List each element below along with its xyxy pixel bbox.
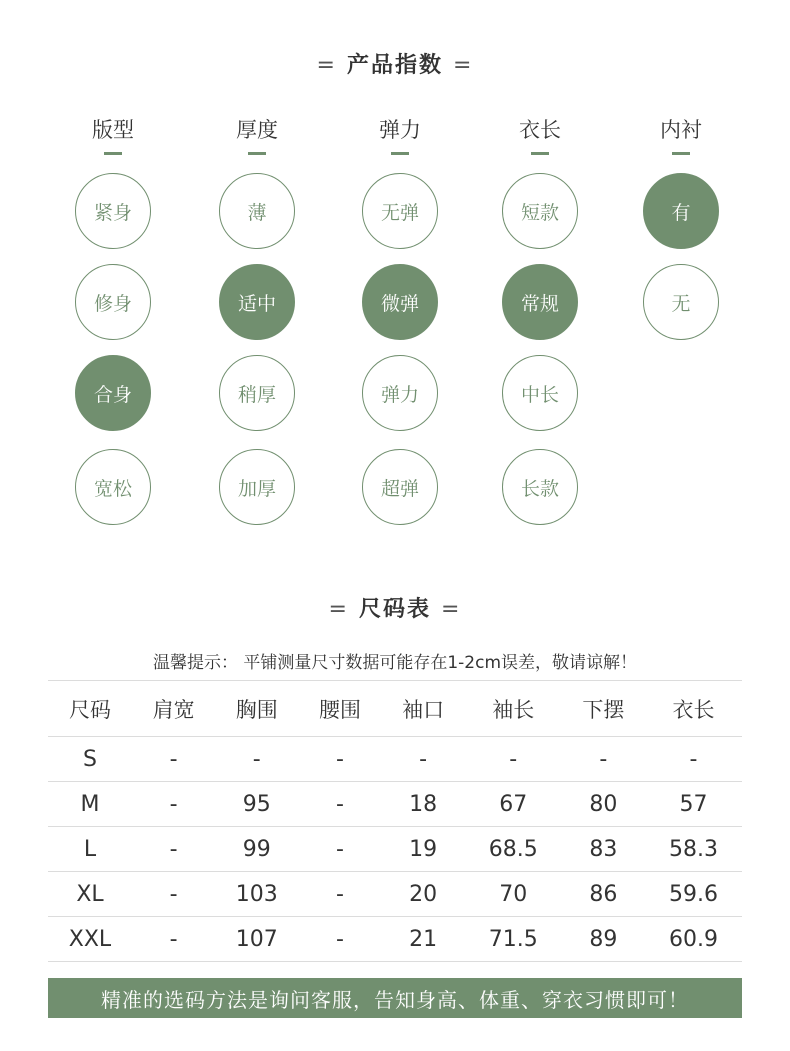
table-cell: 103 — [235, 881, 278, 907]
index-column-header — [197, 114, 317, 155]
table-header-cell: 胸围 — [235, 697, 278, 722]
index-option: 弹力 — [362, 355, 438, 431]
index-option: 长款 — [502, 449, 578, 525]
index-option: 短款 — [502, 173, 578, 249]
index-option-selected: 适中 — [219, 264, 295, 340]
table-cell: - — [169, 926, 178, 952]
title-deco-left: = — [316, 53, 337, 78]
index-column-label: 弹力 — [379, 118, 421, 142]
product-index-title-text: 产品指数 — [346, 53, 443, 78]
table-cell: 67 — [499, 791, 528, 817]
product-index-title — [0, 48, 790, 79]
table-cell: - — [509, 746, 518, 772]
header-underline — [248, 152, 266, 155]
table-cell: 18 — [409, 791, 438, 817]
table-cell: - — [335, 926, 344, 952]
table-cell: 70 — [499, 881, 528, 907]
table-cell: 83 — [589, 836, 618, 862]
table-row — [48, 827, 742, 872]
table-cell: - — [335, 836, 344, 862]
table-cell: - — [169, 836, 178, 862]
table-cell: - — [335, 791, 344, 817]
header-underline — [531, 152, 549, 155]
index-option: 宽松 — [75, 449, 151, 525]
index-column-header — [480, 114, 600, 155]
index-option: 紧身 — [75, 173, 151, 249]
table-cell: - — [419, 746, 428, 772]
index-column-label: 内衬 — [660, 118, 702, 142]
size-chart-title — [0, 592, 790, 623]
table-row — [48, 737, 742, 782]
index-option: 中长 — [502, 355, 578, 431]
size-table — [48, 680, 742, 962]
table-header-row — [48, 681, 742, 737]
size-chart-title-text: 尺码表 — [358, 597, 431, 622]
table-cell: 19 — [409, 836, 438, 862]
index-column-label: 衣长 — [519, 118, 561, 142]
table-cell: 99 — [242, 836, 271, 862]
size-title-deco-left: = — [328, 597, 349, 622]
index-column-header — [340, 114, 460, 155]
index-option: 修身 — [75, 264, 151, 340]
table-cell: - — [335, 881, 344, 907]
index-column-header — [53, 114, 173, 155]
table-cell: - — [169, 791, 178, 817]
table-header-cell: 尺码 — [68, 697, 111, 722]
table-cell: 59.6 — [668, 881, 718, 907]
table-header-cell: 袖口 — [402, 697, 445, 722]
header-underline — [391, 152, 409, 155]
table-header-cell: 腰围 — [318, 697, 361, 722]
index-column-label: 厚度 — [236, 118, 278, 142]
table-cell: 95 — [242, 791, 271, 817]
index-option: 无弹 — [362, 173, 438, 249]
table-cell: XXL — [68, 926, 112, 952]
table-cell: - — [252, 746, 261, 772]
index-option-selected: 常规 — [502, 264, 578, 340]
header-underline — [104, 152, 122, 155]
size-advice-banner: 精准的选码方法是询问客服，告知身高、体重、穿衣习惯即可！ — [48, 978, 742, 1018]
table-cell: 58.3 — [668, 836, 718, 862]
index-column-header — [621, 114, 741, 155]
size-title-deco-right: = — [441, 597, 462, 622]
table-cell: 60.9 — [668, 926, 718, 952]
title-deco-right: = — [453, 53, 474, 78]
table-header-cell: 袖长 — [492, 697, 535, 722]
table-cell: M — [80, 791, 100, 817]
table-header-cell: 下摆 — [582, 697, 625, 722]
table-cell: 57 — [679, 791, 708, 817]
table-cell: 80 — [589, 791, 618, 817]
index-option: 加厚 — [219, 449, 295, 525]
table-cell: - — [169, 746, 178, 772]
table-cell: 86 — [589, 881, 618, 907]
index-option: 超弹 — [362, 449, 438, 525]
table-cell: - — [169, 881, 178, 907]
table-cell: - — [689, 746, 698, 772]
table-row — [48, 917, 742, 962]
index-option: 无 — [643, 264, 719, 340]
index-option: 薄 — [219, 173, 295, 249]
table-cell: 20 — [409, 881, 438, 907]
table-cell: L — [83, 836, 97, 862]
table-cell: - — [599, 746, 608, 772]
index-option-selected: 有 — [643, 173, 719, 249]
measurement-tip: 温馨提示： 平铺测量尺寸数据可能存在1-2cm误差，敬请谅解！ — [152, 653, 638, 673]
table-row — [48, 872, 742, 917]
table-cell: - — [335, 746, 344, 772]
table-cell: XL — [76, 881, 104, 907]
table-cell: 21 — [409, 926, 438, 952]
table-cell: 71.5 — [488, 926, 538, 952]
index-column-label: 版型 — [92, 118, 134, 142]
table-header-cell: 肩宽 — [152, 697, 195, 722]
table-cell: 107 — [235, 926, 278, 952]
table-cell: S — [83, 746, 97, 772]
header-underline — [672, 152, 690, 155]
table-row — [48, 782, 742, 827]
index-option-selected: 合身 — [75, 355, 151, 431]
table-cell: 89 — [589, 926, 618, 952]
index-option: 稍厚 — [219, 355, 295, 431]
table-header-cell: 衣长 — [672, 697, 715, 722]
table-cell: 68.5 — [488, 836, 538, 862]
index-option-selected: 微弹 — [362, 264, 438, 340]
